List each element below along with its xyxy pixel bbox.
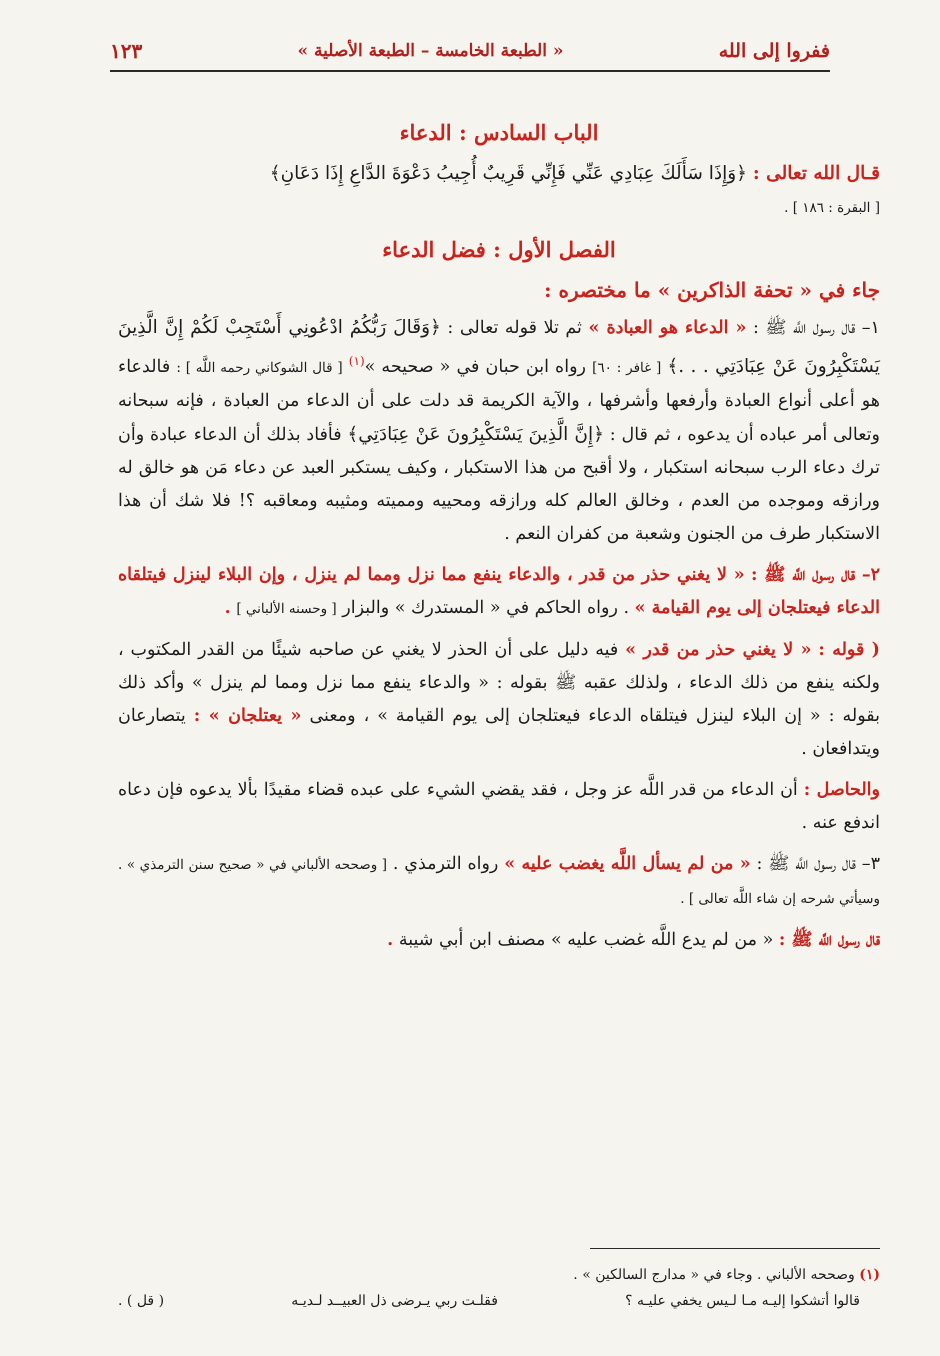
commentary-text-a: فيه دليل على أن الحذر لا يغني عن صاحبه شيئًا من القدر المكتوب ، ولكنه ينفع من ذلك الدعاء ، ولذلك عقبه ﷺ بقوله : « والدعاء ينفع مما نزل ومما لم ينزل » وأكد ذلك بقوله : « إن البلاء لينزل فيتلقاه الدعاء فيعتلجان إلى يوم القيامة » ، ومعنى <box>118 639 880 726</box>
hadith-1-verse: ﴿وَقَالَ رَبُّكُمُ ادْعُونِي أَسْتَجِبْ لَكُمْ إِنَّ الَّذِينَ يَسْتَكْبِرُونَ عَنْ عِبَادَتِي . . .﴾ <box>118 317 880 377</box>
footnote-poem <box>118 1288 880 1314</box>
hadith-1-narration: رواه ابن حبان في « صحيحه » <box>364 356 586 377</box>
hadith-2-quote: « لا يغني حذر من قدر ، والدعاء ينفع مما نزل ومما لم ينزل ، وإن البلاء لينزل فيتلقاه الدعاء فيعتلجان إلى يوم القيامة » <box>118 564 880 618</box>
hadith-3-grading: [ وصححه الألباني في « صحيح سنن الترمذي » . وسيأتي شرحه إن شاء اللَّه تعالى ] . <box>118 856 880 907</box>
poem-half-2: فقلـت ربي يـرضى ذل العبيــد لـديـه <box>291 1293 498 1309</box>
footnote-rule <box>590 1248 880 1249</box>
hadith-2-narration: . رواه الحاكم في « المستدرك » والبزار <box>342 597 630 618</box>
hadith-3-lead: ٣– قال رسول اللَّه ﷺ : <box>756 853 880 874</box>
verse-text: ﴿وَإِذَا سَأَلَكَ عِبَادِي عَنِّي فَإِنِّي قَرِيبٌ أُجِيبُ دَعْوَةَ الدَّاعِ إِذَا دَعَانِ﴾ <box>269 163 748 184</box>
conclusion-label: والحاصل : <box>803 779 880 800</box>
page-body <box>118 110 880 965</box>
hadith-4-lead: قال رسول اللَّه ﷺ : <box>778 929 880 950</box>
commentary-text-b: يتصارعان ويتدافعان . <box>118 705 880 759</box>
hadith-4 <box>118 924 880 957</box>
hadith-2-grading-dot: . <box>224 597 231 618</box>
hadith-1-verse-2: ﴿إِنَّ الَّذِينَ يَسْتَكْبِرُونَ عَنْ عِبَادَتِي﴾ <box>347 423 604 445</box>
conclusion-text: أن الدعاء من قدر اللَّه عز وجل ، فقد يقضي الشيء على عبده قضاء مقيدًا بألا يدعوه فإن دعاه اندفع عنه . <box>118 779 880 833</box>
footnote-ref-1[interactable]: (١) <box>348 354 365 368</box>
hadith-2-grading: [ وحسنه الألباني ] <box>236 600 337 617</box>
hadith-3-quote: « من لم يسأل اللَّه يغضب عليه » <box>504 853 751 874</box>
hadith-2 <box>118 559 880 626</box>
chapter-verse <box>118 157 880 225</box>
conclusion <box>118 774 880 840</box>
book-title: ففروا إلى الله <box>718 40 830 62</box>
hadith-1-note: [ قال الشوكاني رحمه اللَّه ] : <box>176 359 343 376</box>
hadith-1-after-quote: ثم تلا قوله تعالى : <box>447 318 582 338</box>
verse-reference: [ البقرة : ١٨٦ ] . <box>784 200 880 216</box>
hadith-1-text-a: فالدعاء هو أعلى أنواع العبادة وأرفعها وأشرفها ، والآية الكريمة قد دلت على أن الدعاء من العبادة ، فإنه سبحانه وتعالى أمر عباده أن يدعوه ، ثم قال : <box>118 356 880 445</box>
hadith-4-dot: . <box>387 929 394 950</box>
hadith-1-text-b: فأفاد بذلك أن الدعاء عبادة وأن ترك دعاء الرب سبحانه استكبار ، ولا أقبح من هذا الاستكبار ، وكيف يستكبر العبد عن دعاء مَن هو خالق له ورازقه وموجده من العدم ، وخالق العالم كله ورازقه ومحييه ومميته ومثيبه ومعاقبه ؟! فلا شك أن هذا الاستكبار طرف من الجنون وشعبة من كفران النعم . <box>118 424 880 544</box>
source-line: جاء في « تحفة الذاكرين » ما مختصره : <box>544 278 880 302</box>
poem-source: ( قل ) . <box>118 1293 165 1309</box>
commentary-quote: « لا يغني حذر من قدر » <box>625 639 812 660</box>
hadith-3 <box>118 848 880 916</box>
hadith-1-quote: « الدعاء هو العبادة » <box>588 318 747 338</box>
page-number: ١٢٣ <box>110 39 143 63</box>
commentary-term: « يعتلجان » : <box>193 705 302 726</box>
footnote-1-number: (١) <box>859 1267 880 1283</box>
header-rule <box>110 70 830 72</box>
chapter-title: الباب السادس : الدعاء <box>399 120 599 145</box>
hadith-2-lead: ٢– قال رسول اللَّه ﷺ : <box>751 564 880 585</box>
section-title: الفصل الأول : فضل الدعاء <box>382 237 616 262</box>
footnote-1-text: وصححه الألباني . وجاء في « مدارج السالكين » . <box>573 1267 855 1283</box>
footnote-1 <box>118 1262 880 1288</box>
hadith-1-lead: ١– قال رسول اللَّه ﷺ : <box>752 318 880 338</box>
hadith-3-narration: رواه الترمذي . <box>392 853 499 874</box>
commentary <box>118 634 880 766</box>
hadith-1 <box>118 311 880 551</box>
footnotes <box>118 1262 880 1314</box>
verse-intro: قـال الله تعالى : <box>752 163 880 184</box>
hadith-4-text: « من لم يدع اللَّه غضب عليه » مصنف ابن أبي شيبة <box>398 929 774 950</box>
hadith-1-verse-ref: [ غافر : ٦٠] <box>592 359 662 376</box>
edition-label: « الطبعة الخامسة – الطبعة الأصلية » <box>297 41 564 61</box>
running-header <box>110 34 830 68</box>
poem-half-1: قالوا أتشكوا إليـه مـا لـيس يخفي عليـه ؟ <box>625 1293 860 1309</box>
commentary-open: ( قوله : <box>818 639 880 660</box>
